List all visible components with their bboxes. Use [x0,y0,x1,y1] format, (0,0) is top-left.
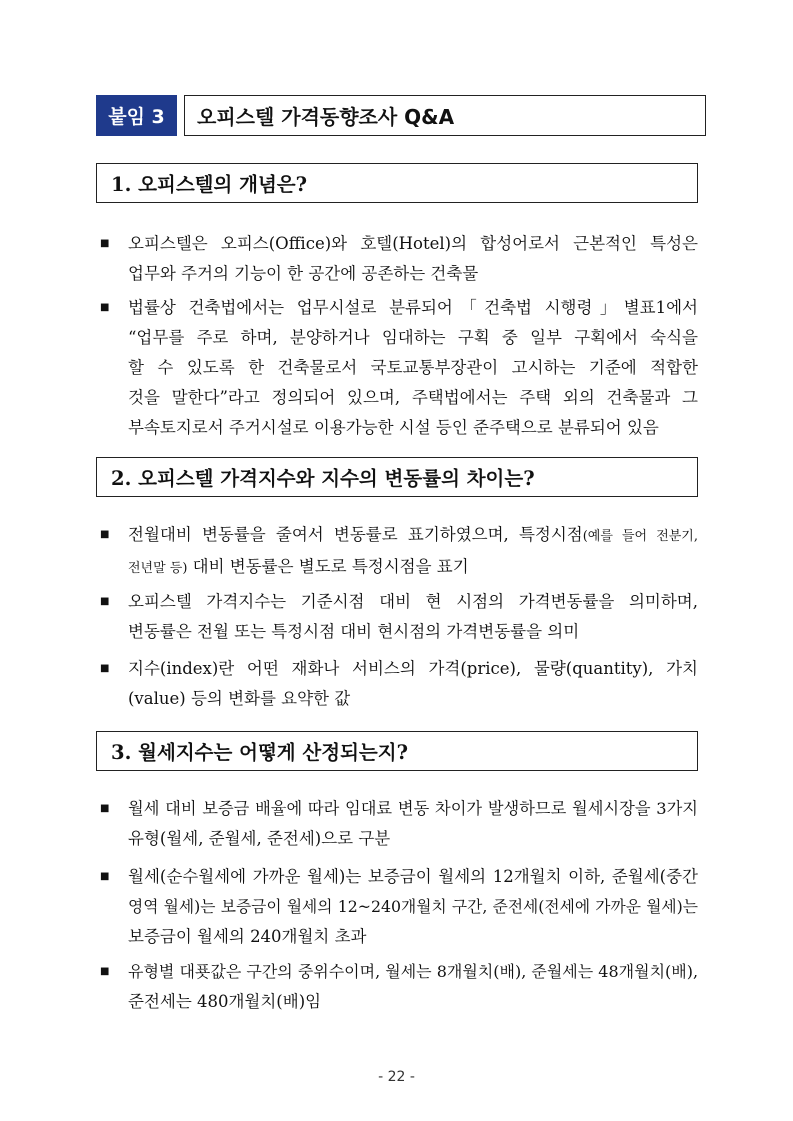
list-item [100,587,698,647]
bullet-marker: ■ [100,302,110,313]
list-item [100,229,698,289]
bullet-text-line: 유형별 대푯값은 구간의 중위수이며, 월세는 8개월치(배), 준월세는 48개월치(배), [128,962,699,981]
bullet-text-line: 오피스텔은 오피스(Office)와 호텔(Hotel)의 합성어로서 근본적인 특성은 [128,234,698,253]
bullet-marker: ■ [100,966,110,977]
bullet-text-line: 준전세는 480개월치(배)임 [128,992,322,1011]
bullet-text-line: 변동률은 전월 또는 특정시점 대비 현시점의 가격변동률을 의미 [128,622,580,641]
bullet-marker: ■ [100,663,110,674]
list-item [100,520,698,584]
document-title: 오피스텔 가격동향조사 Q&A [184,95,706,136]
appendix-header [96,95,698,136]
bullet-text-line: 부속토지로서 주거시설로 이용가능한 시설 등인 준주택으로 분류되어 있음 [128,418,659,437]
bullet-text-line: (value) 등의 변화를 요약한 값 [128,689,351,708]
bullet-text-line: 영역 월세)는 보증금이 월세의 12~240개월치 구간, 준전세(전세에 가까운 월세)는 [128,897,698,916]
page-number: - 22 - [378,1069,415,1085]
bullet-text-line: 보증금이 월세의 240개월치 초과 [128,927,367,946]
bullet-text: 대비 변동률은 별도로 특정시점을 표기 [187,557,469,576]
bullet-text-line: 월세 대비 보증금 배율에 따라 임대료 변동 차이가 발생하므로 월세시장을 3가지 [128,799,698,818]
bullet-text-line: 것을 말한다”라고 정의되어 있으며, 주택법에서는 주택 외의 건축물과 그 [128,388,698,407]
bullet-marker: ■ [100,529,110,540]
list-item [100,862,698,952]
bullet-marker: ■ [100,803,110,814]
bullet-text-note: 전년말 등) [128,561,188,576]
section-heading-1: 1. 오피스텔의 개념은? [96,163,698,203]
section-heading-3: 3. 월세지수는 어떻게 산정되는지? [96,731,698,771]
bullet-text-line: 월세(순수월세에 가까운 월세)는 보증금이 월세의 12개월치 이하, 준월세(중간 [128,867,698,886]
bullet-text-line [128,552,698,584]
bullet-text-line: 업무와 주거의 기능이 한 공간에 공존하는 건축물 [128,264,479,283]
section-heading-2: 2. 오피스텔 가격지수와 지수의 변동률의 차이는? [96,457,698,497]
bullet-text-note: (예를 들어 전분기, [582,529,698,544]
bullet-text-line: “업무를 주로 하며, 분양하거나 임대하는 구획 중 일부 구획에서 숙식을 [128,328,698,347]
list-item [100,794,698,854]
list-item [100,654,698,714]
bullet-text-line [128,520,698,552]
bullet-text-line: 지수(index)란 어떤 재화나 서비스의 가격(price), 물량(quantity), 가치 [128,659,698,678]
bullet-marker: ■ [100,238,110,249]
bullet-marker: ■ [100,871,110,882]
bullet-text-line: 할 수 있도록 한 건축물로서 국토교통부장관이 고시하는 기준에 적합한 [128,358,698,377]
bullet-text-line: 유형(월세, 준월세, 준전세)으로 구분 [128,829,391,848]
bullet-text-line: 법률상 건축법에서는 업무시설로 분류되어「건축법 시행령」별표1에서 [128,298,698,317]
list-item [100,957,698,1017]
bullet-text-line: 오피스텔 가격지수는 기준시점 대비 현 시점의 가격변동률을 의미하며, [128,592,698,611]
bullet-marker: ■ [100,596,110,607]
appendix-label: 붙임 3 [96,95,177,136]
bullet-text: 전월대비 변동률을 줄여서 변동률로 표기하였으며, 특정시점 [128,525,583,544]
list-item [100,293,698,443]
